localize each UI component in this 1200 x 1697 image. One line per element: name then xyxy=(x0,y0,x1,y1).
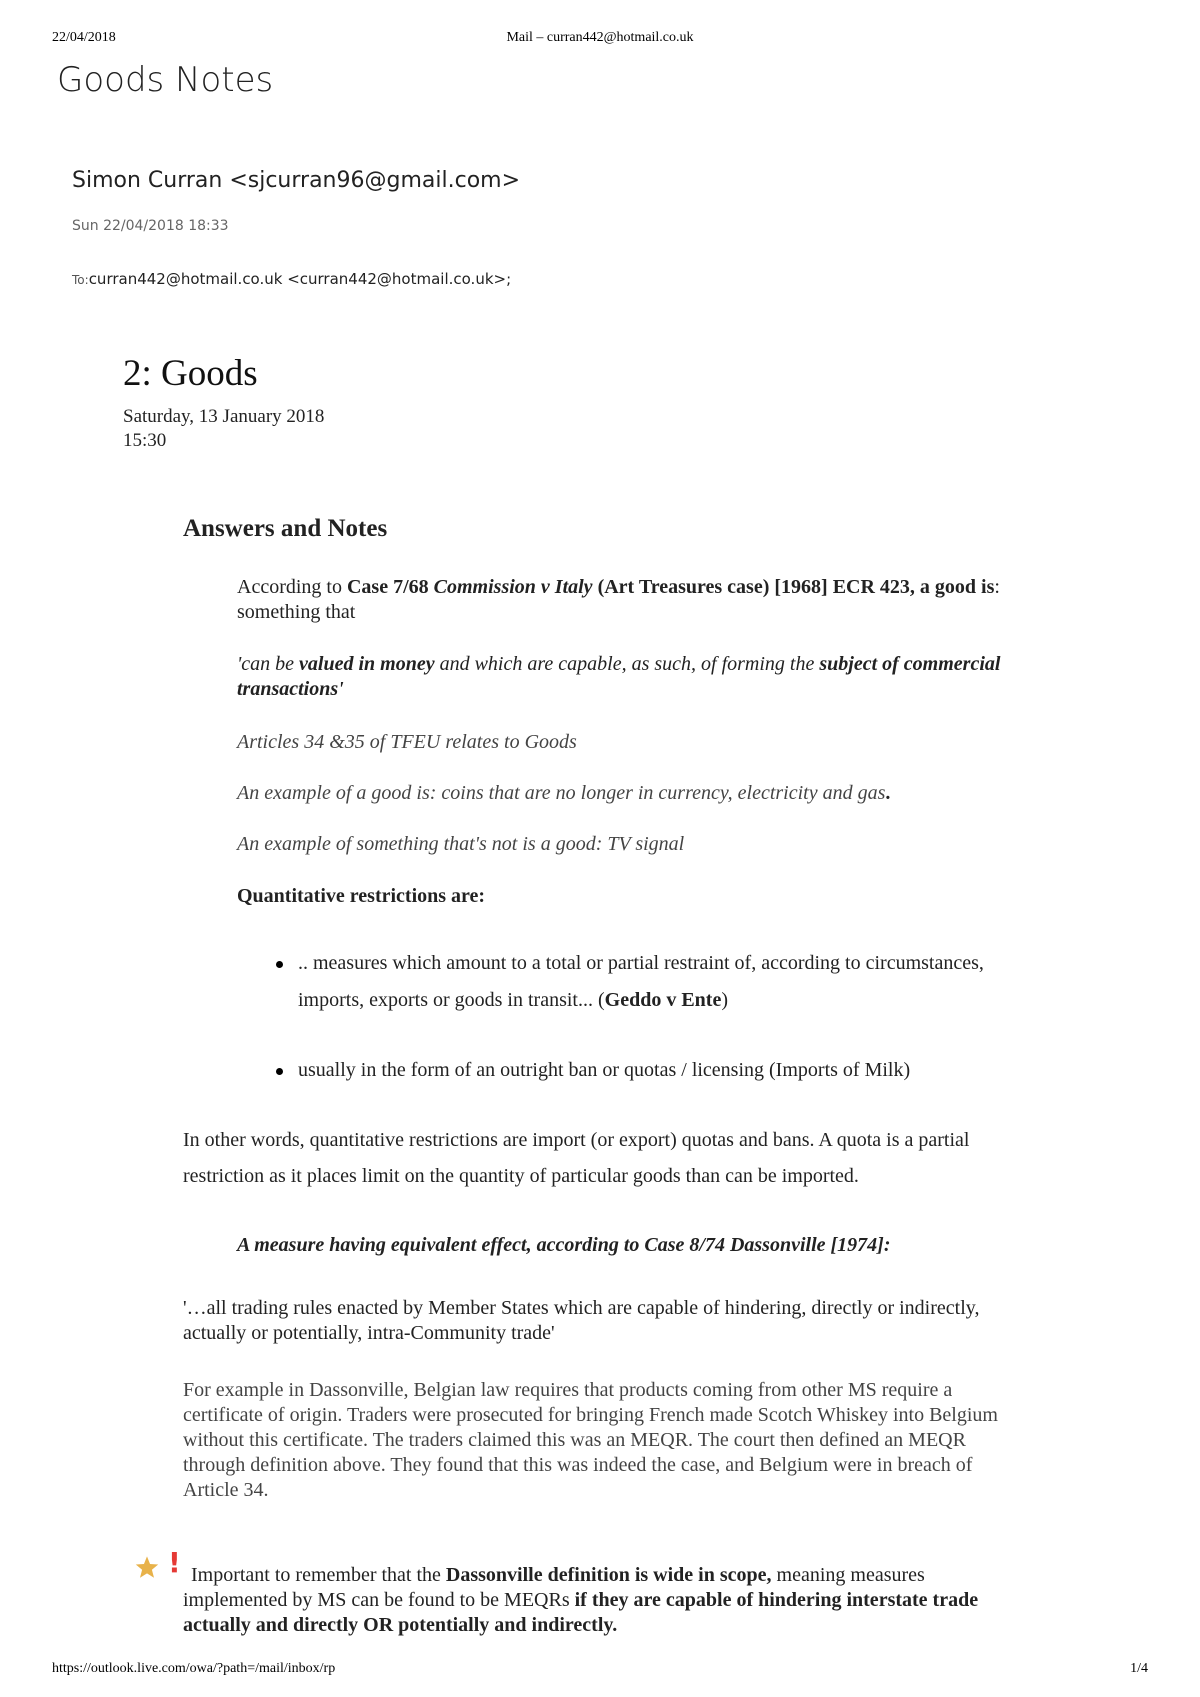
email-recipients xyxy=(72,270,511,288)
text: and which are capable, as such, of forming the xyxy=(434,653,820,675)
list-item xyxy=(278,1052,998,1089)
good-example xyxy=(237,781,1017,806)
case-name: Commission v Italy xyxy=(433,576,593,598)
text: According to xyxy=(237,576,347,598)
articles-note: Articles 34 &35 of TFEU relates to Goods xyxy=(237,731,577,753)
good-quote xyxy=(237,652,1017,702)
important-note xyxy=(183,1563,1023,1638)
email-from[interactable]: Simon Curran <sjcurran96@gmail.com> xyxy=(72,168,521,193)
text: Important to remember that the xyxy=(191,1564,446,1586)
star-icon xyxy=(133,1554,161,1582)
text: 'can be xyxy=(237,653,300,675)
text: ) xyxy=(721,989,728,1011)
emphasis: Dassonville definition is wide in scope, xyxy=(445,1564,772,1586)
bullet-icon xyxy=(276,961,283,968)
print-header xyxy=(0,30,1200,50)
to-address[interactable]: curran442@hotmail.co.uk <curran442@hotmail.co.uk>; xyxy=(88,270,512,288)
not-good-example: An example of something that's not is a good: TV signal xyxy=(237,833,685,855)
text: meaning measures implemented by MS can be found to be MEQRs xyxy=(183,1564,925,1611)
note-date: Saturday, 13 January 2018 xyxy=(123,406,325,427)
email-sent-date: Sun 22/04/2018 18:33 xyxy=(72,218,229,234)
print-title: Mail – curran442@hotmail.co.uk xyxy=(506,30,694,45)
meqe-heading: A measure having equivalent effect, according to Case 8/74 Dassonville [1974]: xyxy=(237,1234,891,1256)
case-name: Geddo v Ente xyxy=(604,989,722,1011)
text: .. measures which amount to a total or partial restraint of, according to circumstances, imports, exports or goods in transit... ( xyxy=(298,952,984,1011)
page-number: 1/4 xyxy=(1130,1661,1148,1676)
emphasis: if they are capable of hindering interstate trade actually and directly OR potentially and indirectly. xyxy=(183,1589,979,1636)
note-datetime xyxy=(123,405,324,453)
other-words-paragraph: In other words, quantitative restrictions are import (or export) quotas and bans. A quota is a partial restriction as it places limit on the quantity of particular goods than can be imported. xyxy=(183,1129,970,1187)
emphasis: valued in money xyxy=(299,653,435,675)
print-url: https://outlook.live.com/owa/?path=/mail/inbox/rp xyxy=(52,1661,336,1676)
section-heading: Answers and Notes xyxy=(183,515,388,542)
good-definition xyxy=(237,575,1017,625)
qr-heading: Quantitative restrictions are: xyxy=(237,885,486,907)
print-footer xyxy=(0,1661,1200,1681)
note-title: 2: Goods xyxy=(123,353,258,394)
important-icon: ! xyxy=(168,1546,181,1579)
text: . xyxy=(885,782,891,804)
case-citation: (Art Treasures case) [1968] ECR 423, a good is xyxy=(592,576,995,598)
to-label: To: xyxy=(72,273,89,287)
note-time: 15:30 xyxy=(123,430,167,451)
print-date: 22/04/2018 xyxy=(52,30,116,45)
list-item xyxy=(278,945,998,1019)
emphasis: subject of commercial transactions' xyxy=(237,653,1001,700)
email-subject: Goods Notes xyxy=(57,60,274,100)
dassonville-example: For example in Dassonville, Belgian law requires that products coming from other MS require a certificate of origin. Traders were prosecuted for bringing French made Scotch Whiskey into Belgium without this certificate. The traders claimed this was an MEQR. The court then defined an MEQR through definition above. They found that this was indeed the case, and Belgium were in breach of Article 34. xyxy=(183,1379,998,1501)
case-ref: Case 7/68 xyxy=(346,576,434,598)
text: An example of a good is: coins that are no longer in currency, electricity and gas xyxy=(237,782,886,804)
text: : something that xyxy=(237,576,1000,623)
text: usually in the form of an outright ban or quotas / licensing (Imports of Milk) xyxy=(298,1059,911,1081)
bullet-icon xyxy=(276,1068,283,1075)
dassonville-quote: '…all trading rules enacted by Member States which are capable of hindering, directly or indirectly, actually or potentially, intra-Community trade' xyxy=(183,1297,980,1344)
